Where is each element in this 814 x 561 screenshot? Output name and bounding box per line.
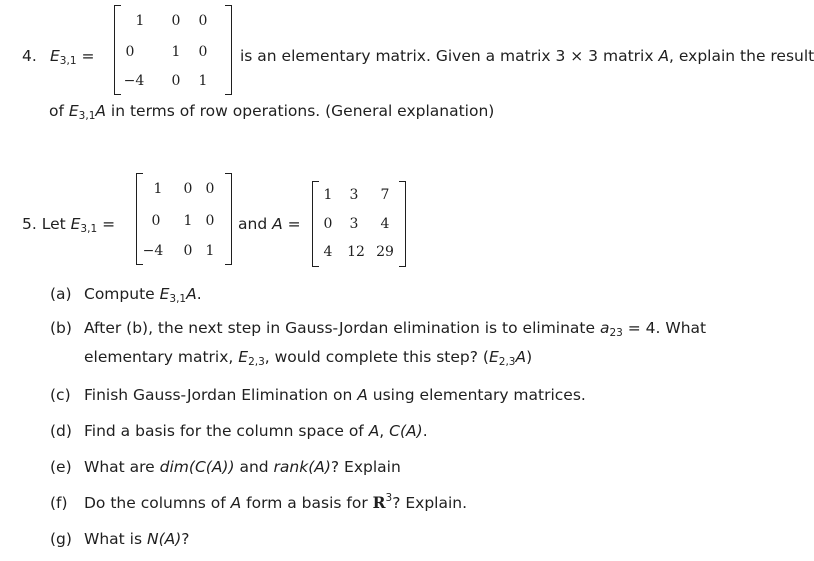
item-label: (e) xyxy=(50,458,72,476)
e-subscript: 3,1 xyxy=(80,223,98,235)
item-label: (d) xyxy=(50,422,72,440)
matrix-a-var: A xyxy=(357,386,368,404)
matrix-cell: 0 xyxy=(171,13,181,29)
problem-5-and-a xyxy=(238,214,301,234)
matrix-cell: 12 xyxy=(347,244,365,260)
item-end: . xyxy=(422,422,428,440)
matrix-cell: 1 xyxy=(205,243,215,259)
matrix-cell: 29 xyxy=(376,244,394,260)
problem-5-number: 5. Let xyxy=(22,215,71,233)
null-space-expr: N(A) xyxy=(146,530,182,548)
matrix-a-var: A xyxy=(95,102,106,120)
matrix-cell: −4 xyxy=(123,73,145,89)
item-end: ? xyxy=(181,530,190,548)
right-bracket xyxy=(225,173,232,265)
a-base: a xyxy=(599,319,610,337)
item-text: Find a basis for the column space of xyxy=(84,422,369,440)
matrix-a-var: A xyxy=(515,348,527,366)
problem-4-line2-rest: in terms of row operations. (General explanation) xyxy=(105,102,495,120)
matrix-cell: 1 xyxy=(171,44,181,60)
item-label: (g) xyxy=(50,530,72,548)
rank-expr: rank(A) xyxy=(273,458,331,476)
problem-4-matrix xyxy=(114,5,232,95)
item-text: What are xyxy=(84,458,160,476)
matrix-cell: 0 xyxy=(125,44,135,60)
item-text: elementary matrix, xyxy=(84,348,239,366)
item-text: After (b), the next step in Gauss-Jordan elimination is to eliminate xyxy=(84,319,600,337)
matrix-a-var: A xyxy=(368,422,380,440)
item-text: and xyxy=(234,458,274,476)
matrix-cell: 1 xyxy=(135,13,145,29)
matrix-cell: 0 xyxy=(183,243,193,259)
right-bracket xyxy=(399,181,406,267)
e-base: E xyxy=(159,285,170,303)
e-subscript: 3,1 xyxy=(59,55,77,67)
matrix-cell: 4 xyxy=(323,244,333,260)
e-base: E xyxy=(488,348,499,366)
matrix-cell: 0 xyxy=(183,181,193,197)
reals-symbol: R xyxy=(372,493,386,512)
item-end: ) xyxy=(526,348,533,366)
a-subscript: 23 xyxy=(609,327,623,339)
matrix-a-var: A xyxy=(230,494,242,512)
matrix-cell: 1 xyxy=(198,73,208,89)
item-end: ? Explain xyxy=(330,458,401,476)
problem-4-line2 xyxy=(49,101,494,123)
item-a xyxy=(50,284,202,306)
item-f xyxy=(50,493,467,515)
e-subscript: 2,3 xyxy=(498,356,516,368)
matrix-cell: 0 xyxy=(323,216,333,232)
matrix-cell: 3 xyxy=(349,216,359,232)
problem-4-line1-text: is an elementary matrix. Given a matrix 3 × 3 matrix xyxy=(240,47,659,65)
problem-4-number: 4. xyxy=(22,47,37,65)
e-base: E xyxy=(70,215,81,233)
problem-5-matrix-e xyxy=(136,173,232,265)
matrix-a-var: A xyxy=(186,285,197,303)
item-label: (c) xyxy=(50,386,71,404)
reals-superscript: 3 xyxy=(385,492,393,504)
item-b-line2 xyxy=(84,347,532,369)
item-text: , xyxy=(379,422,390,440)
item-end: = 4. What xyxy=(622,319,707,337)
dim-expr: dim(C(A)) xyxy=(159,458,235,476)
equals-sign: = xyxy=(81,47,95,65)
item-text: , would complete this step? ( xyxy=(264,348,489,366)
item-text: Compute xyxy=(84,285,160,303)
e-base: E xyxy=(50,47,60,65)
matrix-cell: 0 xyxy=(205,181,215,197)
matrix-cell: 7 xyxy=(380,187,390,203)
matrix-cell: −4 xyxy=(142,243,164,259)
problem-4-line1-end: , explain the result xyxy=(669,47,814,65)
item-d xyxy=(50,421,428,441)
e-subscript: 3,1 xyxy=(169,293,187,305)
matrix-cell: 0 xyxy=(171,73,181,89)
problem-4-e31-symbol xyxy=(50,46,94,68)
matrix-a-var: A xyxy=(658,47,670,65)
problem-4-line1 xyxy=(240,46,814,66)
item-end: . xyxy=(196,285,202,303)
item-label: (f) xyxy=(50,494,68,512)
matrix-cell: 0 xyxy=(205,213,215,229)
matrix-cell: 0 xyxy=(198,13,208,29)
item-label: (a) xyxy=(50,285,72,303)
e-subscript: 3,1 xyxy=(78,110,96,122)
equals-sign: = xyxy=(282,215,301,233)
e-base: E xyxy=(68,102,79,120)
item-text: Finish Gauss-Jordan Elimination on xyxy=(84,386,358,404)
item-end: ? Explain. xyxy=(392,494,468,512)
equals-sign: = xyxy=(102,215,116,233)
e-subscript: 2,3 xyxy=(248,356,265,368)
matrix-a-var: A xyxy=(272,215,283,233)
problem-5-intro xyxy=(22,214,115,236)
e-base: E xyxy=(238,348,249,366)
item-label: (b) xyxy=(50,319,72,337)
problem-5-matrix-a xyxy=(312,181,406,267)
item-c xyxy=(50,385,586,405)
item-e xyxy=(50,457,401,477)
item-g xyxy=(50,529,190,549)
matrix-cell: 1 xyxy=(323,187,333,203)
matrix-cell: 0 xyxy=(198,44,208,60)
item-text: form a basis for xyxy=(241,494,373,512)
item-end: using elementary matrices. xyxy=(367,386,586,404)
item-b xyxy=(50,318,706,340)
right-bracket xyxy=(225,5,232,95)
item-text: Do the columns of xyxy=(84,494,231,512)
matrix-cell: 1 xyxy=(183,213,193,229)
item-text: What is xyxy=(84,530,147,548)
matrix-cell: 3 xyxy=(349,187,359,203)
problem-4-line2-pre: of xyxy=(49,102,69,120)
column-space-expr: C(A) xyxy=(389,422,423,440)
matrix-cell: 0 xyxy=(151,213,161,229)
matrix-cell: 4 xyxy=(380,216,390,232)
and-text: and xyxy=(238,215,273,233)
matrix-cell: 1 xyxy=(153,181,163,197)
